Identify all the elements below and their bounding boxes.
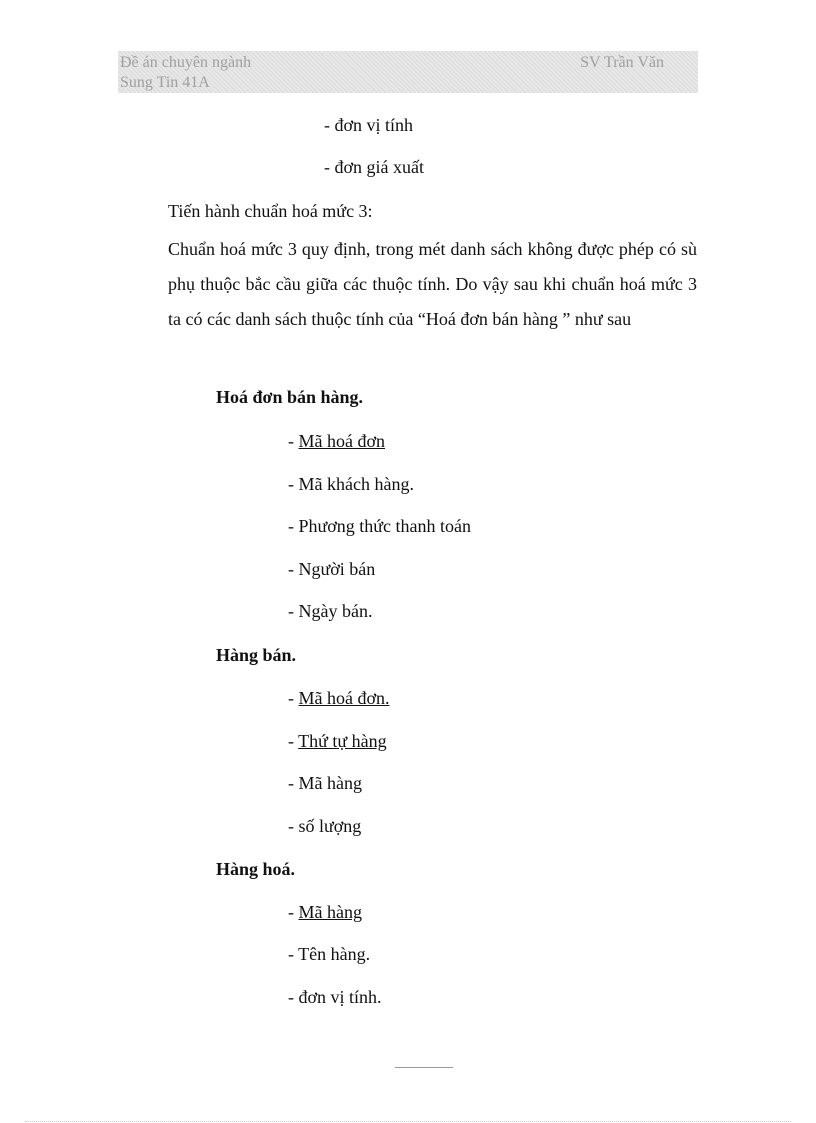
attribute: Người bán xyxy=(298,559,376,579)
header-left xyxy=(120,53,251,93)
key-attribute: Mã hoá đơn xyxy=(298,431,386,451)
page-header xyxy=(118,51,698,93)
list-item-dash: - xyxy=(288,601,299,621)
list-item xyxy=(288,429,385,453)
attribute: đơn vị tính. xyxy=(298,987,382,1007)
attribute: Ngày bán. xyxy=(298,601,373,621)
list-item-dash: - xyxy=(288,474,299,494)
list-item xyxy=(288,814,361,838)
key-attribute: Thứ tự hàng xyxy=(298,731,387,751)
body-paragraph: Chuẩn hoá mức 3 quy định, trong mét danh sách không được phép có sù phụ thuộc bắc cầu giữa các thuộc tính. Do vậy sau khi chuẩn hoá mức 3 ta có các danh sách thuộc tính của “Hoá đơn bán hàng ” như sau xyxy=(168,239,697,329)
list-item-dash: - xyxy=(288,731,299,751)
list-item xyxy=(288,686,390,710)
list-item-dash: - xyxy=(288,431,299,451)
list-item-dash: - xyxy=(288,902,299,922)
section-title: Hàng bán. xyxy=(216,645,297,665)
list-item xyxy=(288,599,372,623)
list-item-dash: - xyxy=(288,516,299,536)
list-item-dash: - xyxy=(288,559,299,579)
page-bottom-edge xyxy=(25,1121,791,1122)
list-item xyxy=(288,514,471,538)
list-item-dash: - xyxy=(288,816,299,836)
attribute: Mã khách hàng. xyxy=(298,474,414,494)
header-course-title: Đề án chuyên ngành xyxy=(120,54,252,71)
header-student-name: SV Trần Văn xyxy=(580,54,664,71)
list-item: - đơn giá xuất xyxy=(324,157,424,177)
list-item: - đơn vị tính xyxy=(324,115,414,135)
attribute: Mã hàng xyxy=(298,773,362,793)
list-item xyxy=(288,942,370,966)
key-attribute: Mã hàng xyxy=(298,902,362,922)
section-title: Hoá đơn bán hàng. xyxy=(216,387,364,407)
list-item xyxy=(288,729,387,753)
section-title: Hàng hoá. xyxy=(216,859,296,879)
list-item xyxy=(288,985,382,1009)
footer-rule xyxy=(395,1067,453,1068)
list-item-dash: - xyxy=(288,944,299,964)
list-item-dash: - xyxy=(288,773,299,793)
header-class: Sung Tin 41A xyxy=(120,74,210,91)
list-item-dash: - xyxy=(288,987,299,1007)
intro-heading: Tiến hành chuẩn hoá mức 3: xyxy=(168,201,373,221)
key-attribute: Mã hoá đơn. xyxy=(298,688,390,708)
list-item xyxy=(288,472,414,496)
list-item xyxy=(288,557,375,581)
attribute: số lượng xyxy=(298,816,362,836)
list-item-dash: - xyxy=(288,688,299,708)
attribute: Phương thức thanh toán xyxy=(298,516,472,536)
attribute: Tên hàng. xyxy=(298,944,371,964)
list-item xyxy=(288,771,362,795)
list-item xyxy=(288,900,362,924)
